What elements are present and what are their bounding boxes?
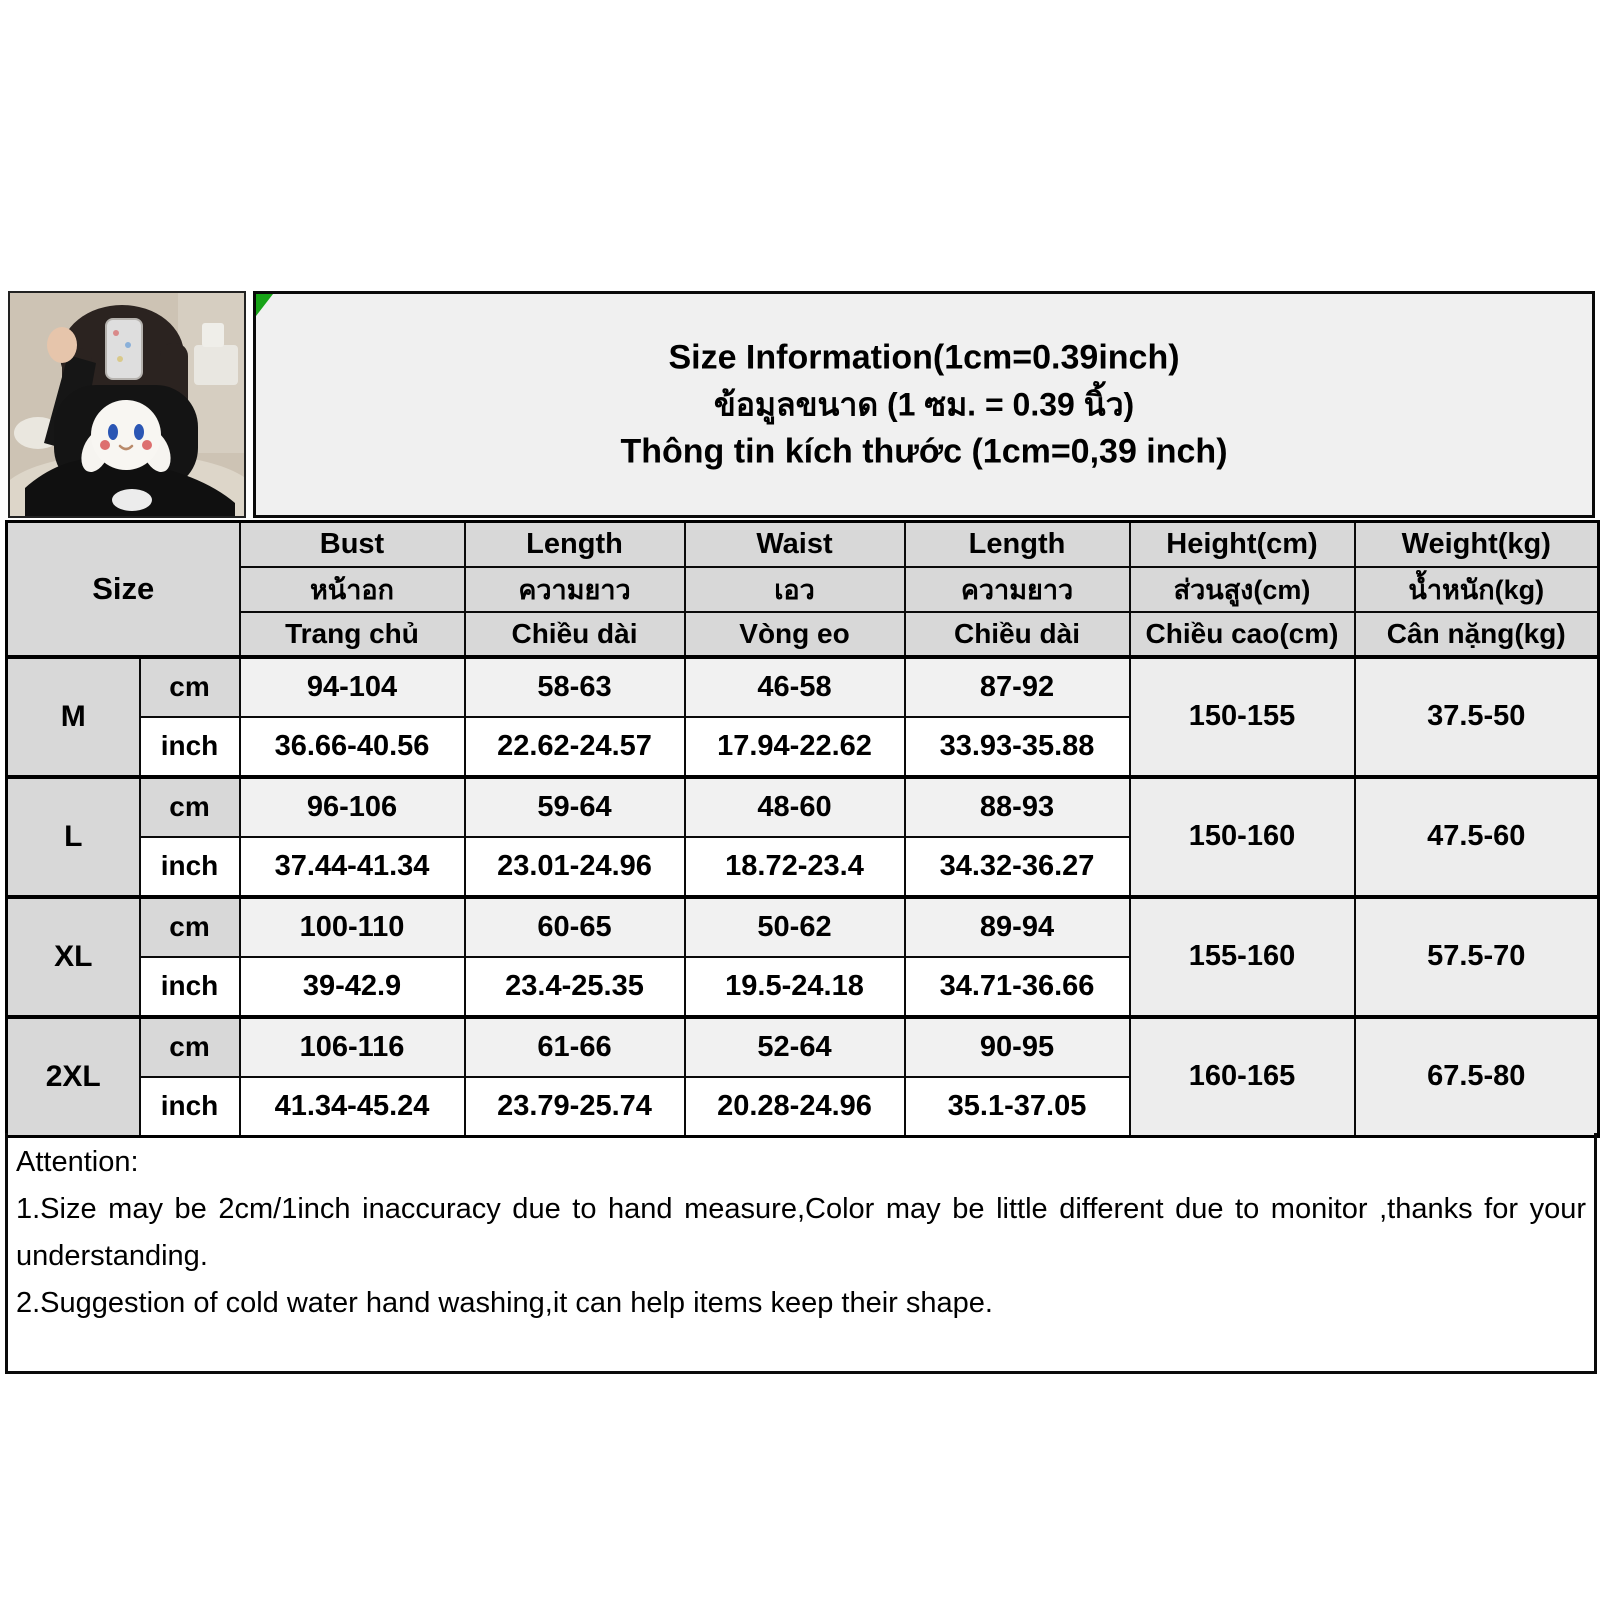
cell-m-unit-inch: inch	[140, 717, 240, 777]
header-cell-top-length-en: Length	[465, 522, 685, 567]
cell-m-top-length-inch: 22.62-24.57	[465, 717, 685, 777]
cell-xl-pant-length-inch: 34.71-36.66	[905, 957, 1130, 1017]
cell-m-waist-inch: 17.94-22.62	[685, 717, 905, 777]
cell-2xl-bust-cm: 106-116	[240, 1017, 465, 1077]
cell-l-height: 150-160	[1130, 777, 1355, 897]
cell-xl-bust-cm: 100-110	[240, 897, 465, 957]
header-cell-bust-vi: Trang chủ	[240, 612, 465, 657]
table-row-2xl-cm	[7, 1017, 1599, 1077]
attention-note-1: 1.Size may be 2cm/1inch inaccuracy due to hand measure,Color may be little different due to monitor ,thanks for your understanding.	[16, 1193, 1586, 1272]
header-cell-top-length-vi: Chiều dài	[465, 612, 685, 657]
cell-2xl-top-length-inch: 23.79-25.74	[465, 1077, 685, 1137]
cell-l-pant-length-cm: 88-93	[905, 777, 1130, 837]
cell-xl-unit-cm: cm	[140, 897, 240, 957]
cell-l-bust-inch: 37.44-41.34	[240, 837, 465, 897]
header-cell-height-en: Height(cm)	[1130, 522, 1355, 567]
header-section	[8, 291, 1595, 518]
cell-xl-bust-inch: 39-42.9	[240, 957, 465, 1017]
attention-note-2: 2.Suggestion of cold water hand washing,it can help items keep their shape.	[16, 1287, 993, 1319]
table-row-m-cm	[7, 657, 1599, 717]
header-cell-size: Size	[7, 522, 240, 657]
cell-xl-top-length-cm: 60-65	[465, 897, 685, 957]
header-cell-top-length-th: ความยาว	[465, 567, 685, 612]
header-cell-weight-vi: Cân nặng(kg)	[1355, 612, 1599, 657]
title-line-english: Size Information(1cm=0.39inch)	[668, 338, 1180, 376]
header-cell-height-vi: Chiều cao(cm)	[1130, 612, 1355, 657]
cell-2xl-pant-length-cm: 90-95	[905, 1017, 1130, 1077]
cell-l-pant-length-inch: 34.32-36.27	[905, 837, 1130, 897]
cell-2xl-pant-length-inch: 35.1-37.05	[905, 1077, 1130, 1137]
header-cell-waist-th: เอว	[685, 567, 905, 612]
corner-marker-icon	[256, 294, 273, 316]
table-row-l-cm	[7, 777, 1599, 837]
size-info-title	[256, 334, 1592, 475]
header-cell-waist-vi: Vòng eo	[685, 612, 905, 657]
header-cell-pant-length-en: Length	[905, 522, 1130, 567]
cell-2xl-label: 2XL	[7, 1017, 140, 1137]
cell-2xl-unit-cm: cm	[140, 1017, 240, 1077]
cell-m-bust-inch: 36.66-40.56	[240, 717, 465, 777]
cell-xl-unit-inch: inch	[140, 957, 240, 1017]
header-cell-bust-en: Bust	[240, 522, 465, 567]
cell-2xl-weight: 67.5-80	[1355, 1017, 1599, 1137]
cell-m-unit-cm: cm	[140, 657, 240, 717]
cell-m-waist-cm: 46-58	[685, 657, 905, 717]
cell-2xl-waist-inch: 20.28-24.96	[685, 1077, 905, 1137]
cell-l-top-length-inch: 23.01-24.96	[465, 837, 685, 897]
cell-xl-top-length-inch: 23.4-25.35	[465, 957, 685, 1017]
cell-m-top-length-cm: 58-63	[465, 657, 685, 717]
title-line-vietnamese: Thông tin kích thước (1cm=0,39 inch)	[620, 432, 1228, 470]
table-row-xl-cm	[7, 897, 1599, 957]
header-cell-pant-length-vi: Chiều dài	[905, 612, 1130, 657]
cell-m-weight: 37.5-50	[1355, 657, 1599, 777]
cell-m-label: M	[7, 657, 140, 777]
product-photo	[8, 291, 246, 518]
header-cell-bust-th: หน้าอก	[240, 567, 465, 612]
cell-xl-waist-inch: 19.5-24.18	[685, 957, 905, 1017]
cell-2xl-bust-inch: 41.34-45.24	[240, 1077, 465, 1137]
cell-xl-height: 155-160	[1130, 897, 1355, 1017]
cell-l-waist-inch: 18.72-23.4	[685, 837, 905, 897]
cell-l-top-length-cm: 59-64	[465, 777, 685, 837]
header-cell-weight-en: Weight(kg)	[1355, 522, 1599, 567]
title-box	[253, 291, 1595, 518]
cell-m-pant-length-inch: 33.93-35.88	[905, 717, 1130, 777]
cell-m-height: 150-155	[1130, 657, 1355, 777]
cell-l-label: L	[7, 777, 140, 897]
cell-m-bust-cm: 94-104	[240, 657, 465, 717]
cell-2xl-top-length-cm: 61-66	[465, 1017, 685, 1077]
cell-xl-label: XL	[7, 897, 140, 1017]
title-line-thai: ข้อมูลขนาด (1 ซม. = 0.39 นิ้ว)	[713, 386, 1135, 422]
header-cell-height-th: ส่วนสูง(cm)	[1130, 567, 1355, 612]
attention-heading: Attention:	[16, 1146, 139, 1178]
cell-xl-waist-cm: 50-62	[685, 897, 905, 957]
cell-l-waist-cm: 48-60	[685, 777, 905, 837]
cell-xl-pant-length-cm: 89-94	[905, 897, 1130, 957]
product-photo-image	[10, 293, 246, 518]
cell-l-bust-cm: 96-106	[240, 777, 465, 837]
cell-xl-weight: 57.5-70	[1355, 897, 1599, 1017]
header-cell-weight-th: น้ำหนัก(kg)	[1355, 567, 1599, 612]
cell-m-pant-length-cm: 87-92	[905, 657, 1130, 717]
header-cell-waist-en: Waist	[685, 522, 905, 567]
attention-box	[5, 1133, 1597, 1374]
cell-2xl-unit-inch: inch	[140, 1077, 240, 1137]
cell-l-unit-cm: cm	[140, 777, 240, 837]
cell-2xl-waist-cm: 52-64	[685, 1017, 905, 1077]
cell-2xl-height: 160-165	[1130, 1017, 1355, 1137]
header-cell-pant-length-th: ความยาว	[905, 567, 1130, 612]
size-table	[5, 520, 1600, 1138]
cell-l-weight: 47.5-60	[1355, 777, 1599, 897]
cell-l-unit-inch: inch	[140, 837, 240, 897]
